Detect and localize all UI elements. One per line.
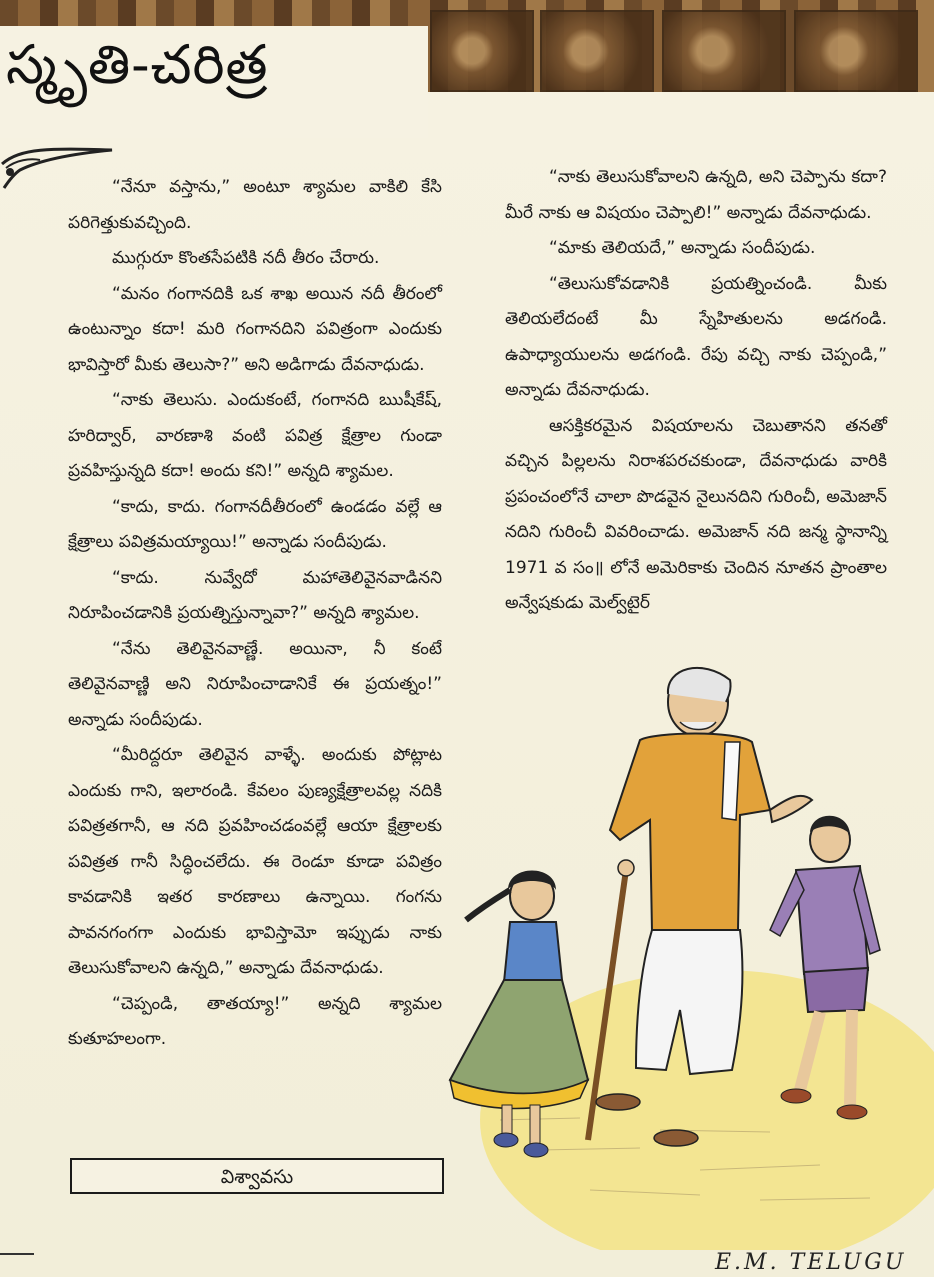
paragraph: “తెలుసుకోవడానికి ప్రయత్నించండి. మీకు తెలియలేదంటే మీ స్నేహితులను అడగండి. ఉపాధ్యాయులను అడగండి. రేపు వచ్చి నాకు చెప్పండి,” అన్నాడు దేవనాధుడు. — [505, 273, 887, 400]
paragraph: “కాదు, కాదు. గంగానదీతీరంలో ఉండడం వల్లే ఆ క్షేత్రాలు పవిత్రమయ్యాయి!” అన్నాడు సందీపుడు. — [68, 496, 442, 552]
paragraph: ఆసక్తికరమైన విషయాలను చెబుతానని తనతో వచ్చిన పిల్లలను నిరాశపరచకుండా, దేవనాధుడు వారికి ప్రపంచంలోనే చాలా పొడవైన నైలునదిని గురించీ, అమెజాన్ నదిని గురించీ వివరించాడు. అమెజాన్ నది జన్మ స్థానాన్ని 1971 వ సం॥ లోనే అమెరికాకు చెందిన నూతన ప్రాంతాల అన్వేషకుడు మెల్వ్‌టైర్ — [505, 415, 887, 613]
artist-signature: E.M. TELUGU — [715, 1250, 907, 1275]
page-title: స్మృతి-చరిత్ర — [6, 33, 269, 96]
paragraph: “మాకు తెలియదే,” అన్నాడు సందీపుడు. — [549, 238, 816, 258]
paragraph: “మీరిద్దరూ తెలివైన వాళ్ళే. అందుకు పోట్లాట ఎందుకు గాని, ఇలారండి. కేవలం పుణ్యక్షేత్రాలవల్ల నదికి పవిత్రతగానీ, ఆ నది ప్రవహించడంవల్లే ఆయా క్షేత్రాలకు పవిత్రత గానీ సిద్ధించలేదు. ఈ రెండూ కూడా పవిత్రం కావడానికి ఇతర కారణాలు ఉన్నాయి. గంగను పావనగంగగా ఎందుకు భావిస్తామో ఇప్పుడు నాకు తెలుసుకోవాలని ఉన్నది,” అన్నాడు దేవనాధుడు. — [68, 745, 442, 978]
footer-label-box — [70, 1158, 444, 1194]
paragraph: “కాదు. నువ్వేదో మహాతెలివైనవాడినని నిరూపించడానికి ప్రయత్నిస్తున్నావా?” అన్నది శ్యామల. — [68, 567, 442, 623]
paragraph: ముగ్గురూ కొంతసేపటికి నదీ తీరం చేరారు. — [112, 248, 380, 268]
story-illustration — [440, 650, 934, 1250]
page-edge-rule — [0, 1253, 34, 1255]
left-text-column — [68, 170, 442, 1058]
carving-panel — [540, 10, 654, 92]
paragraph: “చెప్పండి, తాతయ్యా!” అన్నది శ్యామల కుతూహలంగా. — [68, 993, 442, 1049]
carving-panel — [430, 10, 534, 92]
paragraph: “నాకు తెలుసు. ఎందుకంటే, గంగానది ఋషీకేష్, హరిద్వార్, వారణాశి వంటి పవిత్ర క్షేత్రాల గుండా ప్రవహిస్తున్నది కదా! అందు కని!” అన్నది శ్యామల. — [68, 390, 442, 481]
paragraph: “నాకు తెలుసుకోవాలని ఉన్నది, అని చెప్పాను కదా? మీరే నాకు ఆ విషయం చెప్పాలి!” అన్నాడు దేవనాధుడు. — [505, 167, 887, 223]
right-text-column — [505, 160, 887, 622]
carving-panel — [662, 10, 786, 92]
footer-label: విశ్వావసు — [220, 1166, 294, 1188]
paragraph: “నేనూ వస్తాను,” అంటూ శ్యామల వాకిలి కేసి పరిగెత్తుకువచ్చింది. — [68, 177, 442, 233]
carving-panel — [794, 10, 918, 92]
paragraph: “నేను తెలివైనవాణ్ణే. అయినా, నీ కంటే తెలివైనవాణ్ణి అని నిరూపించాడానికే ఈ ప్రయత్నం!” అన్నాడు సందీపుడు. — [68, 638, 442, 730]
paragraph: “మనం గంగానదికి ఒక శాఖ అయిన నదీ తీరంలో ఉంటున్నాం కదా! మరి గంగానదిని పవిత్రంగా ఎందుకు భావిస్తారో మీకు తెలుసా?” అని అడిగాడు దేవనాధుడు. — [68, 283, 442, 375]
